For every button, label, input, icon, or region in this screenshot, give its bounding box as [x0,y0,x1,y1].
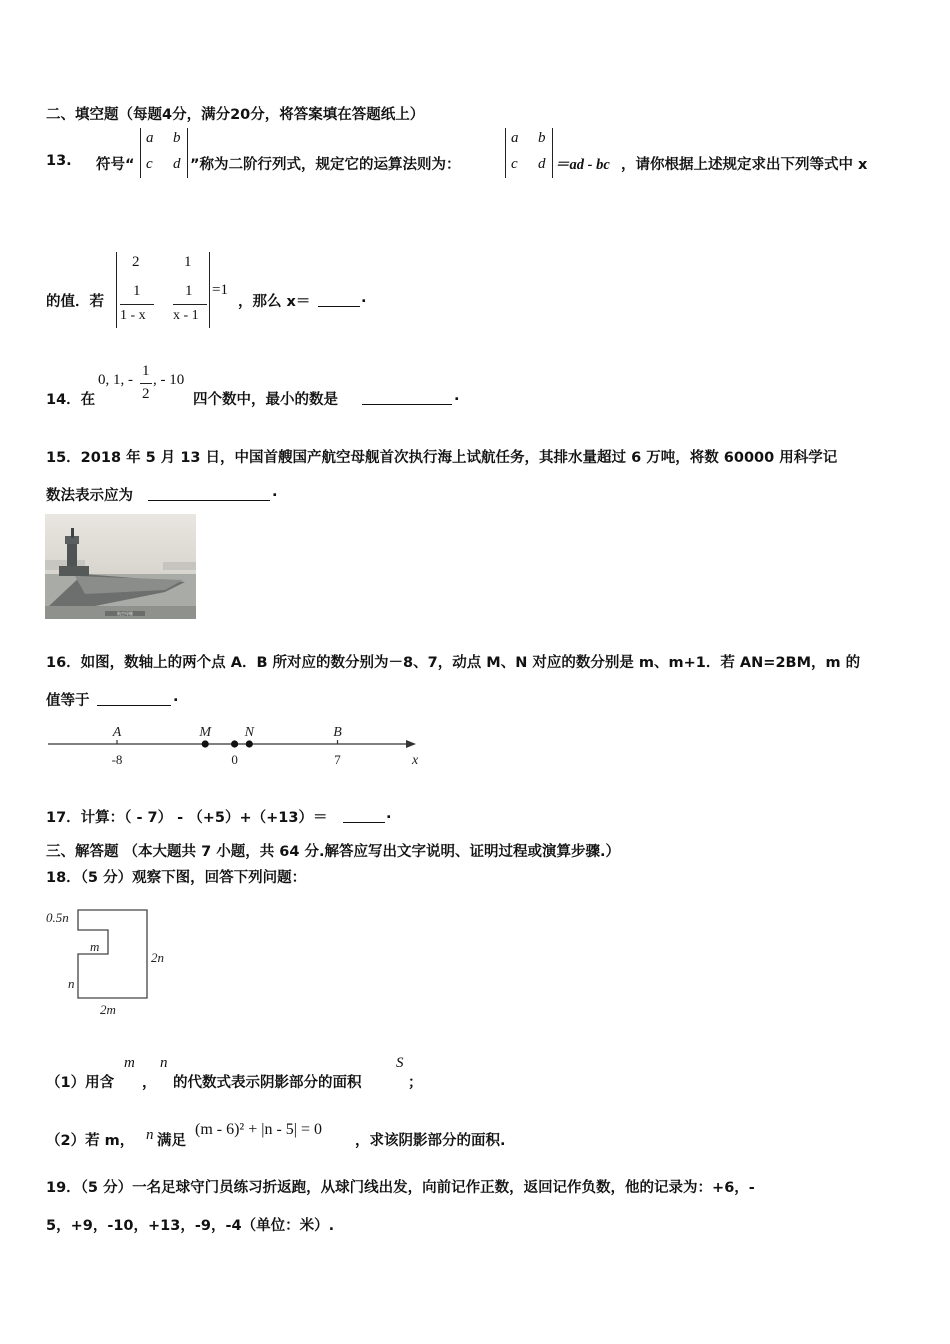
entry-12: 1 [184,254,192,270]
q15-line1: 15．2018 年 5 月 13 日，中国首艘国产航空母舰首次执行海上试航任务，其排水量超过 6 万吨，将数 60000 用科学记 [46,450,838,466]
q16-line1: 16．如图，数轴上的两个点 A．B 所对应的数分别为－8、7，动点 M、N 对应的数分别是 m、m+1．若 AN=2BM，m 的 [46,655,861,671]
q17-answer-blank[interactable] [343,821,385,823]
axis-tick-value: 0 [231,752,238,767]
q18-p2-n: n [146,1127,154,1143]
q14-end: . [454,388,460,404]
axis-point [246,740,253,747]
section-3-heading: 三、解答题 （本大题共 7 小题，共 64 分.解答应写出文字说明、证明过程或演算步骤.） [46,844,621,860]
det-c: c [511,156,518,172]
q18-p1-b: 的代数式表示阴影部分的面积 [173,1075,362,1091]
q18-p2-expr: (m - 6)² + |n - 5| = 0 [195,1121,323,1138]
determinant-rule [505,128,553,178]
det-c: c [146,156,153,172]
q18-p1-n: n [160,1055,168,1071]
q18-p1-comma: ， [142,1075,157,1091]
axis-x-label: x [412,753,419,768]
q14-nums-a: 0, 1, - [98,372,133,388]
q15-end: . [272,484,278,500]
fig-label-left: n [68,976,75,991]
q18-p1-end: ； [408,1075,423,1091]
q14-text: 四个数中，最小的数是 [193,392,338,408]
det-d: d [173,156,181,172]
axis-label-m: M [199,725,212,740]
entry-11: 2 [132,254,140,270]
axis-label-n: N [244,725,254,740]
det-b: b [538,130,546,146]
q18-title: 18．（5 分）观察下图，回答下列问题： [46,870,307,886]
q14-frac-num: 1 [142,363,150,379]
q13-line2-prefix: 的值．若 [46,294,104,310]
q17-text: 17．计算：（ - 7） - （+5）+（+13）＝ [46,810,328,826]
det-a: a [511,130,519,146]
q14-number: 14．在 [46,392,96,408]
q15-line2: 数法表示应为 [46,488,133,504]
entry-21-num: 1 [133,283,141,299]
q18-p1-S: S [396,1055,404,1071]
q13-tail: ，请你根据上述规定求出下列等式中 x [621,157,868,173]
axis-tick-value: -8 [111,752,123,767]
q19-line2: 5，+9，-10，+13，-9，-4（单位：米）. [46,1218,335,1234]
axis-label-a: A [112,725,122,740]
q18-p2-c: ，求该阴影部分的面积. [355,1133,506,1149]
q14-nums-b: , - 10 [153,372,185,388]
q14-answer-blank[interactable] [362,403,452,405]
fig-label-right: 2n [151,950,164,965]
q13-mid: ”称为二阶行列式，规定它的运算法则为： [190,157,461,173]
aircraft-carrier-photo [45,514,196,619]
det-d: d [538,156,546,172]
q13-answer-blank[interactable] [318,305,360,307]
q18-p2-b: 满足 [157,1133,186,1149]
number-line [40,716,440,772]
axis-arrow [406,740,416,748]
entry-22-num: 1 [185,283,193,299]
q13-number: 13. [46,153,72,169]
entry-21-den: 1 - x [120,308,146,323]
q14-frac-den: 2 [142,386,150,402]
axis-point [231,740,238,747]
fig-label-bottom: 2m [100,1002,116,1017]
axis-label-b: B [333,725,342,740]
axis-point [202,740,209,747]
q15-answer-blank[interactable] [148,499,270,501]
section-2-heading: 二、填空题（每题4分，满分20分，将答案填在答题纸上） [46,107,425,123]
determinant-symbol [140,128,188,178]
shape-figure [44,902,179,1020]
q13-end: . [361,290,367,306]
q18-p1-m: m [124,1055,135,1071]
fig-label-inner: m [90,939,100,954]
q17-end: . [386,806,392,822]
fig-label-top: 0.5n [46,910,69,925]
q16-line2: 值等于 [46,693,90,709]
q13-equals: =1 [212,282,228,298]
q13-lead: 符号“ [96,157,135,173]
axis-tick-value: 7 [334,752,341,767]
q13-line2-suffix: ，那么 x＝ [238,294,311,310]
det-a: a [146,130,154,146]
q16-answer-blank[interactable] [97,704,171,706]
entry-22-den: x - 1 [173,308,199,323]
q19-line1: 19．（5 分）一名足球守门员练习折返跑，从球门线出发，向前记作正数，返回记作负数，他的记录为：+6，- [46,1180,755,1196]
determinant-equation [116,252,210,328]
q16-end: . [173,689,179,705]
photo-caption: 航空母舰 [117,611,133,616]
q13-rule: ＝ad - bc [555,157,610,173]
q18-p2-a: （2）若 m， [46,1133,135,1149]
det-b: b [173,130,181,146]
q18-p1-a: （1）用含 [46,1075,115,1091]
